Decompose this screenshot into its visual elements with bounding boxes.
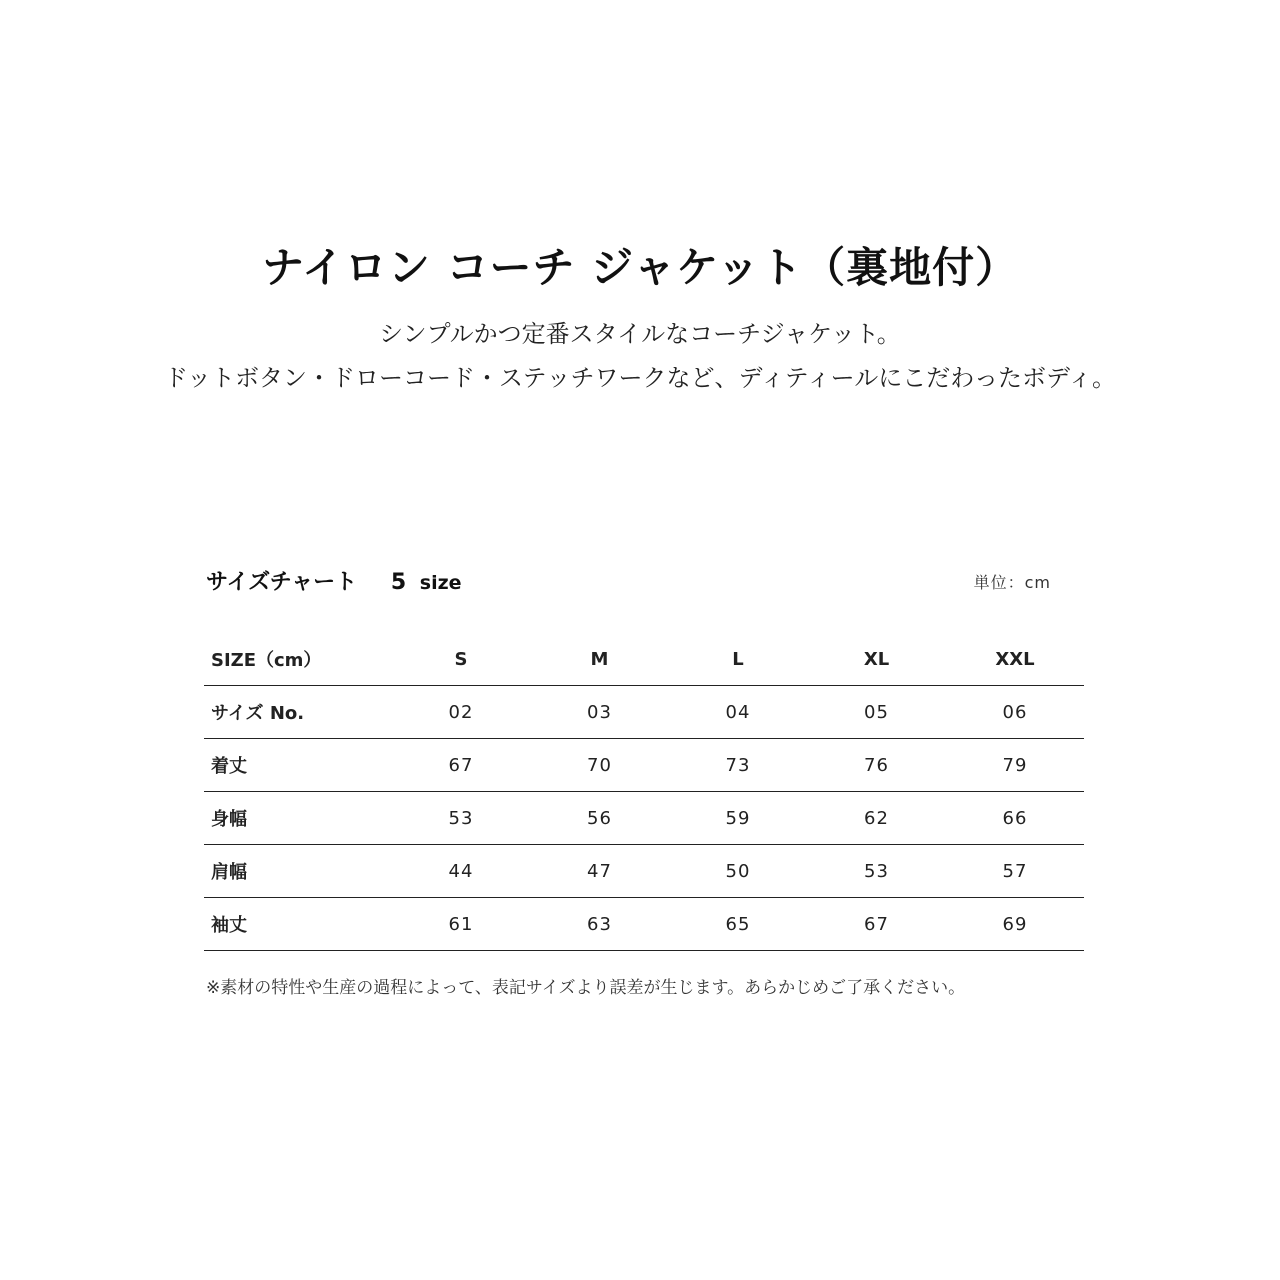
size-table-header-row [204, 633, 1084, 686]
product-title: ナイロン コーチ ジャケット（裏地付） [261, 243, 1019, 292]
table-cell: 79 [946, 739, 1084, 792]
table-cell: 62 [807, 792, 946, 845]
size-header-l: L [669, 633, 807, 686]
size-header-xl: XL [807, 633, 946, 686]
table-cell: 73 [669, 739, 807, 792]
table-row [204, 898, 1084, 951]
table-cell: 50 [669, 845, 807, 898]
table-cell: 66 [946, 792, 1084, 845]
size-header-s: S [392, 633, 530, 686]
table-cell: 57 [946, 845, 1084, 898]
table-cell: 47 [530, 845, 669, 898]
table-cell: 61 [392, 898, 530, 951]
table-cell: 67 [392, 739, 530, 792]
row-label: 袖丈 [204, 898, 392, 951]
table-row [204, 845, 1084, 898]
size-chart-title [206, 566, 462, 600]
table-cell: 53 [392, 792, 530, 845]
table-row [204, 792, 1084, 845]
unit-note: 単位：cm [973, 573, 1051, 592]
table-cell: 44 [392, 845, 530, 898]
table-cell: 67 [807, 898, 946, 951]
size-disclaimer-note: ※素材の特性や生産の過程によって、表記サイズより誤差が生じます。あらかじめご了承ください。 [206, 978, 966, 998]
size-count-unit: size [419, 572, 462, 594]
table-cell: 04 [669, 686, 807, 739]
row-label: サイズ No. [204, 686, 392, 739]
size-header-m: M [530, 633, 669, 686]
table-cell: 02 [392, 686, 530, 739]
size-header-label: SIZE（cm） [204, 633, 392, 686]
table-cell: 65 [669, 898, 807, 951]
row-label: 着丈 [204, 739, 392, 792]
table-row [204, 686, 1084, 739]
table-cell: 53 [807, 845, 946, 898]
table-cell: 69 [946, 898, 1084, 951]
product-description-line-2: ドットボタン・ドローコード・ステッチワークなど、ディティールにこだわったボディ。 [163, 364, 1117, 392]
row-label: 肩幅 [204, 845, 392, 898]
table-row [204, 739, 1084, 792]
table-cell: 59 [669, 792, 807, 845]
size-header-xxl: XXL [946, 633, 1084, 686]
table-cell: 76 [807, 739, 946, 792]
table-cell: 06 [946, 686, 1084, 739]
table-cell: 56 [530, 792, 669, 845]
table-cell: 03 [530, 686, 669, 739]
table-cell: 63 [530, 898, 669, 951]
table-cell: 70 [530, 739, 669, 792]
product-description-line-1: シンプルかつ定番スタイルなコーチジャケット。 [379, 320, 901, 348]
size-table [204, 633, 1084, 951]
row-label: 身幅 [204, 792, 392, 845]
table-cell: 05 [807, 686, 946, 739]
size-count: 5 [390, 570, 407, 595]
size-chart-title-label: サイズチャート [206, 570, 358, 595]
